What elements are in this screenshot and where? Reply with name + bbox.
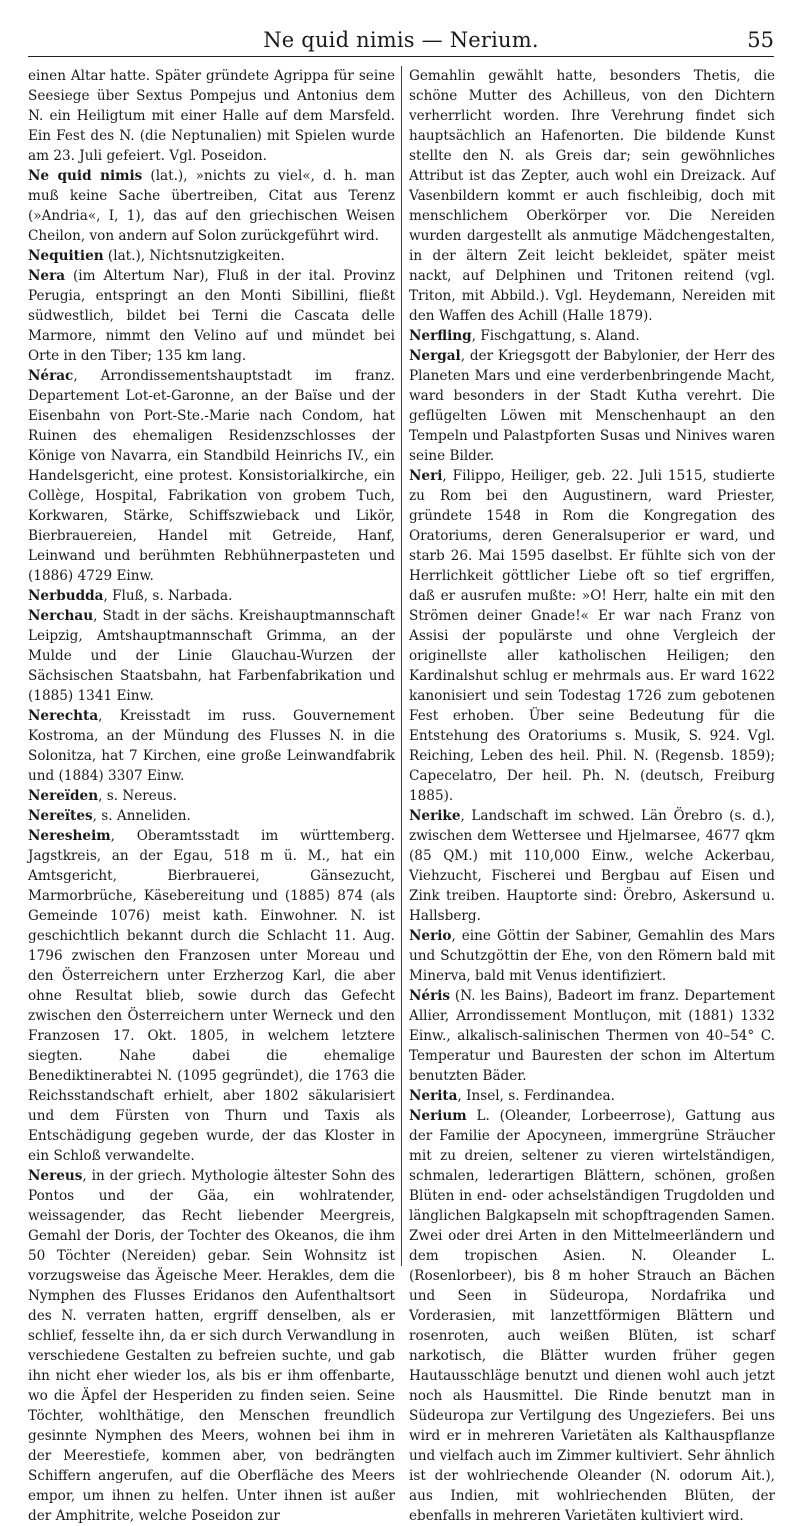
headword: Nerike xyxy=(409,808,461,824)
running-title: Ne quid nimis — Nerium. xyxy=(263,28,539,52)
entry: Gemahlin gewählt hatte, besonders Thetis, die schöne Mutter des Achilleus, von den Dichtern verherrlicht worden. Ihre Verehrung findet sich hauptsächlich an Hafenorten. Die bildende Kunst stellte den N. als Greis dar; sein gewöhnliches Attribut ist das Zepter, auch wohl ein Dreizack. Auf Vasenbildern kommt er auch fischleibig, doch mit menschlichem Oberkörper vor. Die Nereiden wurden dargestellt als anmutige Mädchengestalten, in der ältern Zeit leicht bekleidet, später meist nackt, auf Delphinen und Tritonen reitend (vgl. Triton, mit Abbild.). Vgl. Heydemann, Nereiden mit den Waffen des Achill (Halle 1879). xyxy=(409,68,775,324)
entry: Nequitien (lat.), Nichtsnutzigkeiten. xyxy=(28,248,285,264)
headword: Nereïtes xyxy=(28,808,93,824)
headword: Neri xyxy=(409,468,443,484)
headword: Nergal xyxy=(409,348,461,364)
entry: Nergal, der Kriegsgott der Babylonier, der Herr des Planeten Mars und eine verderbenbringende Macht, ward besonders in der Stadt Kutha verehrt. Die geflügelten Löwen mit Menschenhaupt an den Tempeln und Palastpforten Susas und Ninives waren seine Bilder. xyxy=(409,348,775,464)
entry: Nerium L. (Oleander, Lorbeerrose), Gattung aus der Familie der Apocyneen, immergrüne Sträucher mit zu dreien, seltener zu vieren wirtelständigen, schmalen, lederartigen Blättern, schönen, großen Blüten in end- oder achselständigen Trugdolden und länglichen Balgkapseln mit schopftragenden Samen. Zwei oder drei Arten in den Mittelmeerländern und dem tropischen Asien. N. Oleander L. (Rosenlorbeer), bis 8 m hoher Strauch an Bächen und Seen in Südeuropa, Nordafrika und Vorderasien, mit lanzettförmigen Blättern und rosenroten, auch weißen Blüten, ist scharf narkotisch, die Blätter wurden früher gegen Hautausschläge benutzt und dienen wohl auch jetzt noch als Hausmittel. Die Rinde benutzt man in Südeuropa zur Vertilgung des Ungeziefers. Bei uns wird er in mehreren Varietäten als Kalthauspflanze und vielfach auch im Zimmer kultiviert. Sehr ähnlich ist der wohlriechende Oleander (N. odorum Ait.), aus Indien, mit wohlriechenden Blüten, der ebenfalls in mehreren Varietäten kultiviert wird. xyxy=(409,1108,775,1524)
column-divider xyxy=(401,66,402,1266)
left-column xyxy=(28,66,395,1524)
entry: Nerita, Insel, s. Ferdinandea. xyxy=(409,1088,615,1104)
page-number: 55 xyxy=(747,28,774,52)
entry: Nereus, in der griech. Mythologie ältester Sohn des Pontos und der Gäa, ein wohlratender, weissagender, das Recht liebender Meergreis, Gemahl der Doris, der Tochter des Okeanos, die ihm 50 Töchter (Nereiden) gebar. Sein Wohnsitz ist vorzugsweise das Ägeische Meer. Herakles, dem die Nymphen des Flusses Eridanos den Aufenthaltsort des N. verraten hatten, ergriff denselben, als er schlief, fesselte ihn, da er sich durch Verwandlung in verschiedene Gestalten zu befreien suchte, und gab ihn nicht eher wieder los, als bis er ihm offenbarte, wo die Äpfel der Hesperiden zu finden seien. Seine Töchter, wohlthätige, den Menschen freundlich gesinnte Nymphen des Meers, wohnen bei ihm in der Meerestiefe, kommen aber, von bedrängten Schiffern angerufen, auf die Oberfläche des Meers empor, um ihnen zu helfen. Unter ihnen ist außer der Amphitrite, welche Poseidon zur xyxy=(28,1168,395,1524)
entry: Nerbudda, Fluß, s. Narbada. xyxy=(28,588,233,604)
headword: Néris xyxy=(409,988,451,1004)
headword: Neresheim xyxy=(28,828,111,844)
headword: Nerbudda xyxy=(28,588,104,604)
headword: Nérac xyxy=(28,368,74,384)
entry: Nerfling, Fischgattung, s. Aland. xyxy=(409,328,640,344)
headword: Nera xyxy=(28,268,66,284)
entry: Néris (N. les Bains), Badeort im franz. Departement Allier, Arrondissement Montluçon, mit (1881) 1332 Einw., alkalisch-salinischen Thermen von 40–54° C. Temperatur und Bauresten der schon im Altertum benutzten Bäder. xyxy=(409,988,775,1084)
headword: Nerita xyxy=(409,1088,458,1104)
entry: Nerechta, Kreisstadt im russ. Gouvernement Kostroma, an der Mündung des Flusses N. in die Solonitza, hat 7 Kirchen, eine große Leinwandfabrik und (1884) 3307 Einw. xyxy=(28,708,395,784)
headword: Nerechta xyxy=(28,708,99,724)
entry: Nérac, Arrondissementshauptstadt im franz. Departement Lot-et-Garonne, an der Baïse und der Eisenbahn von Port-Ste.-Marie nach Condom, hat Ruinen des ehemaligen Residenzschlosses der Könige von Navarra, ein Standbild Heinrichs IV., ein Handelsgericht, eine protest. Konsistorialkirche, ein Collège, Hospital, Fabrikation von grobem Tuch, Korkwaren, Stärke, Schiffszwieback und Likör, Bierbrauereien, Handel mit Getreide, Hanf, Leinwand und berühmten Rebhühnerpasteten und (1886) 4729 Einw. xyxy=(28,368,395,584)
headword: Nequitien xyxy=(28,248,104,264)
right-column xyxy=(409,66,775,1524)
running-header xyxy=(28,26,774,57)
headword: Nerium xyxy=(409,1108,467,1124)
entry: Nerio, eine Göttin der Sabiner, Gemahlin des Mars und Schutzgöttin der Ehe, von den Römern bald mit Minerva, bald mit Venus identifiziert. xyxy=(409,928,775,984)
entry: einen Altar hatte. Später gründete Agrippa für seine Seesiege über Sextus Pompejus und Antonius dem N. ein Heiligtum mit einer Halle auf dem Marsfeld. Ein Fest des N. (die Neptunalien) mit Spielen wurde am 23. Juli gefeiert. Vgl. Poseidon. xyxy=(28,68,395,164)
headword: Nereus xyxy=(28,1168,83,1184)
entry: Nerike, Landschaft im schwed. Län Örebro (s. d.), zwischen dem Wettersee und Hjelmarsee, 4677 qkm (85 QM.) mit 110,000 Einw., welche Ackerbau, Viehzucht, Fischerei und Bergbau auf Eisen und Zink treiben. Hauptorte sind: Örebro, Askersund u. Hallsberg. xyxy=(409,808,775,924)
entry: Nereïtes, s. Anneliden. xyxy=(28,808,191,824)
headword: Ne quid nimis xyxy=(28,168,143,184)
entry: Ne quid nimis (lat.), »nichts zu viel«, d. h. man muß keine Sache übertreiben, Citat aus Terenz (»Andria«, I, 1), das auf den griechischen Weisen Cheilon, von andern auf Solon zurückgeführt wird. xyxy=(28,168,395,244)
headword: Nereïden xyxy=(28,788,99,804)
entry: Neri, Filippo, Heiliger, geb. 22. Juli 1515, studierte zu Rom bei den Augustinern, ward Priester, gründete 1548 in Rom die Kongregation des Oratoriums, deren Generalsuperior er ward, und starb 26. Mai 1595 daselbst. Er fühlte sich von der Herrlichkeit göttlicher Liebe oft so tief ergriffen, daß er ausrufen mußte: »O! Herr, halte ein mit den Strömen deiner Gnade!« Er war nach Franz von Assisi der populärste und ohne Vergleich der originellste aller katholischen Heiligen; den Kardinalshut schlug er mehrmals aus. Er ward 1622 kanonisiert und sein Todestag 1726 zum gebotenen Fest erhoben. Über seine Bedeutung für die Entstehung des Oratoriums s. Musik, S. 924. Vgl. Reiching, Leben des heil. Phil. N. (Regensb. 1859); Capecelatro, Der heil. Ph. N. (deutsch, Freiburg 1885). xyxy=(409,468,775,804)
headword: Nerio xyxy=(409,928,452,944)
headword: Nerfling xyxy=(409,328,472,344)
entry: Neresheim, Oberamtsstadt im württemberg. Jagstkreis, an der Egau, 518 m ü. M., hat ein Amtsgericht, Bierbrauerei, Gänsezucht, Marmorbrüche, Käsebereitung und (1885) 874 (als Gemeinde 1076) meist kath. Einwohner. N. ist geschichtlich bekannt durch die Schlacht 11. Aug. 1796 zwischen den Franzosen unter Moreau und den Österreichern unter Erzherzog Karl, die aber ohne Resultat blieb, sowie durch das Gefecht zwischen den Österreichern unter Werneck und den Franzosen 17. Okt. 1805, in welchem letztere siegten. Nahe dabei die ehemalige Benediktinerabtei N. (1095 gegründet), die 1763 die Reichsstandschaft erhielt, aber 1802 säkularisiert und dem Fürsten von Thurn und Taxis als Entschädigung gegeben wurde, der das Kloster in ein Schloß verwandelte. xyxy=(28,828,395,1164)
entry: Nereïden, s. Nereus. xyxy=(28,788,177,804)
headword: Nerchau xyxy=(28,608,94,624)
entry: Nera (im Altertum Nar), Fluß in der ital. Provinz Perugia, entspringt an den Monti Sibillini, fließt südwestlich, bildet bei Terni die Cascata delle Marmore, nimmt den Velino auf und mündet bei Orte in den Tiber; 135 km lang. xyxy=(28,268,395,364)
entry: Nerchau, Stadt in der sächs. Kreishauptmannschaft Leipzig, Amtshauptmannschaft Grimma, an der Mulde und der Linie Glauchau-Wurzen der Sächsischen Staatsbahn, hat Farbenfabrikation und (1885) 1341 Einw. xyxy=(28,608,395,704)
